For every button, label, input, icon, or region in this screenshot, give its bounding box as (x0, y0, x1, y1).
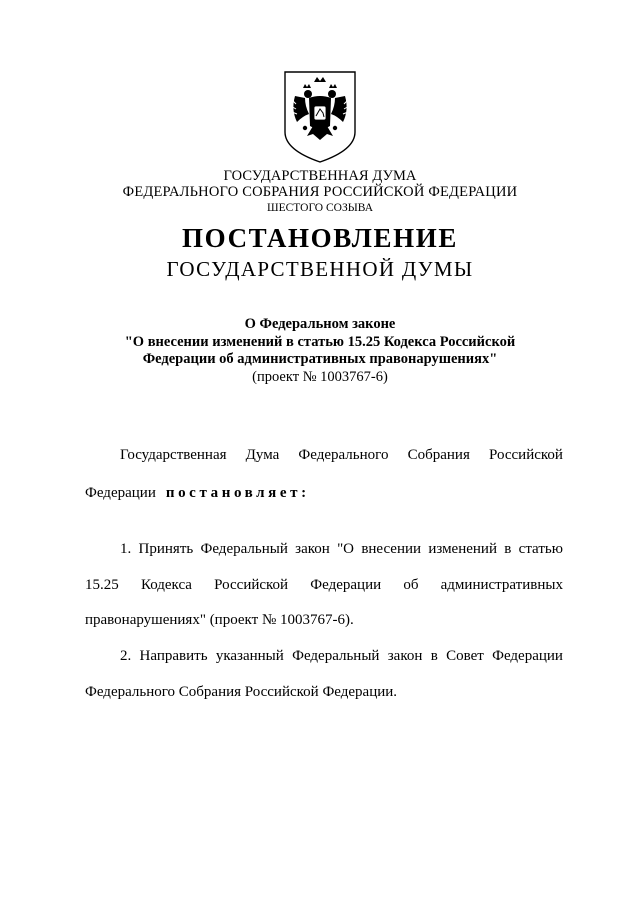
item-1-word: 15.25 (85, 577, 119, 593)
intro-line-1 (120, 446, 563, 464)
item-1-word: Федеральный (200, 541, 288, 557)
org-line-duma: ГОСУДАРСТВЕННАЯ ДУМА (223, 168, 417, 184)
item-2-word: Федеральный (292, 648, 380, 664)
item-2-word: Направить (139, 648, 208, 664)
subject-bill-number: (проект № 1003767-6) (252, 368, 388, 385)
item-1-word: закон (295, 541, 330, 557)
item-2-word: Федерации (492, 648, 563, 664)
org-line-convocation: ШЕСТОГО СОЗЫВА (266, 202, 374, 214)
subject-line-3: Федерации об административных правонарушениях" (142, 351, 498, 367)
item-2-word: 2. (120, 648, 132, 664)
item-1-word: "О (337, 541, 355, 557)
item-1-word: Федерации (310, 577, 382, 593)
item-2-word: указанный (215, 648, 284, 664)
item-1-line-1 (120, 540, 563, 558)
intro-word: Федерального (298, 447, 389, 463)
item-1-line-3: правонарушениях" (проект № 1003767-6). (85, 612, 354, 628)
item-1-word: Принять (138, 541, 194, 557)
item-1-word: административных (440, 577, 563, 593)
resolves-verb: постановляет: (165, 485, 310, 501)
intro-line-2-start: Федерации (85, 485, 156, 501)
item-2-line-1 (120, 647, 563, 665)
intro-word: Государственная (120, 447, 227, 463)
item-1-line-2 (85, 576, 563, 594)
subject-line-1: О Федеральном законе (244, 316, 396, 332)
coat-of-arms-emblem (283, 70, 357, 164)
document-subject (0, 316, 640, 386)
item-1-word: в (504, 541, 512, 557)
intro-word: Дума (245, 447, 280, 463)
item-1-word: об (403, 577, 419, 593)
item-2-word: закон (387, 648, 423, 664)
intro-word: Собрания (407, 447, 470, 463)
item-1-word: статью (518, 541, 563, 557)
intro-word: Российской (489, 447, 563, 463)
item-1-word: Кодекса (140, 577, 192, 593)
item-1-word: Российской (214, 577, 289, 593)
intro-line-2 (85, 484, 563, 502)
document-type-title: ПОСТАНОВЛЕНИЕ (182, 223, 458, 253)
document-issuer: ГОСУДАРСТВЕННОЙ ДУМЫ (166, 257, 474, 281)
org-line-assembly: ФЕДЕРАЛЬНОГО СОБРАНИЯ РОССИЙСКОЙ ФЕДЕРАЦИИ (122, 184, 518, 200)
item-2-line-2: Федерального Собрания Российской Федерации. (85, 684, 398, 700)
item-2-word: в (430, 648, 438, 664)
item-2-word: Совет (446, 648, 484, 664)
item-1-word: изменений (428, 541, 497, 557)
item-1-word: внесении (361, 541, 422, 557)
item-1-word: 1. (120, 541, 132, 557)
subject-line-2: "О внесении изменений в статью 15.25 Кодекса Российской (124, 333, 516, 350)
